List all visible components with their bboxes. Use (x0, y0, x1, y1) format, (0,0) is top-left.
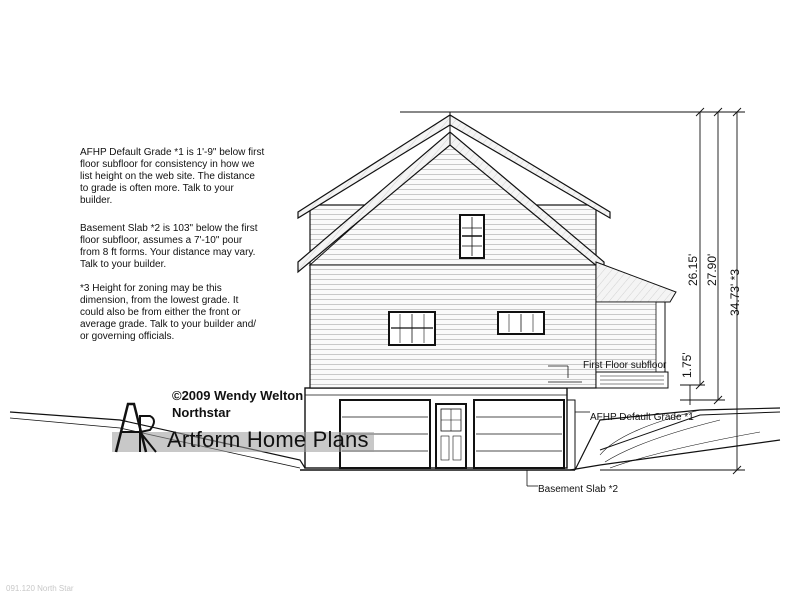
gable-roof (298, 112, 610, 272)
garage-door-right (474, 400, 564, 468)
dimension-26-15: 26.15' (686, 253, 700, 286)
default-grade-label: AFHP Default Grade *1 (590, 412, 694, 423)
dimension-34-73: 34.73' *3 (728, 269, 742, 316)
brand-name: Artform Home Plans (167, 427, 369, 452)
upper-window (460, 215, 484, 258)
left-window (389, 312, 435, 345)
zoning-note: *3 Height for zoning may be this dimension, from the lowest grade. It could also be from either the front or average grade. Talk to your builder and/ or governing officials. (80, 283, 257, 342)
slab-note: Basement Slab *2 is 103" below the first floor subfloor, assumes a 7'-10" pour from 8 ft forms. Your distance may vary. Talk to your builder. (80, 223, 258, 270)
basement-slab-label: Basement Slab *2 (538, 484, 619, 495)
plan-name: Northstar (172, 405, 231, 420)
entry-door (436, 404, 466, 468)
right-window (498, 312, 544, 334)
first-floor-label: First Floor subfloor (583, 360, 667, 371)
dimension-1-75: 1.75' (680, 352, 694, 378)
grade-note: AFHP Default Grade *1 is 1'-9" below first floor subfloor for consistency in how we list height on the web site. The distance to grade is often more. Talk to your builder. (80, 147, 265, 206)
copyright-line: ©2009 Wendy Welton (172, 388, 304, 403)
footer-text: 091.120 North Star (6, 584, 74, 593)
dimension-27-90: 27.90' (705, 253, 719, 286)
